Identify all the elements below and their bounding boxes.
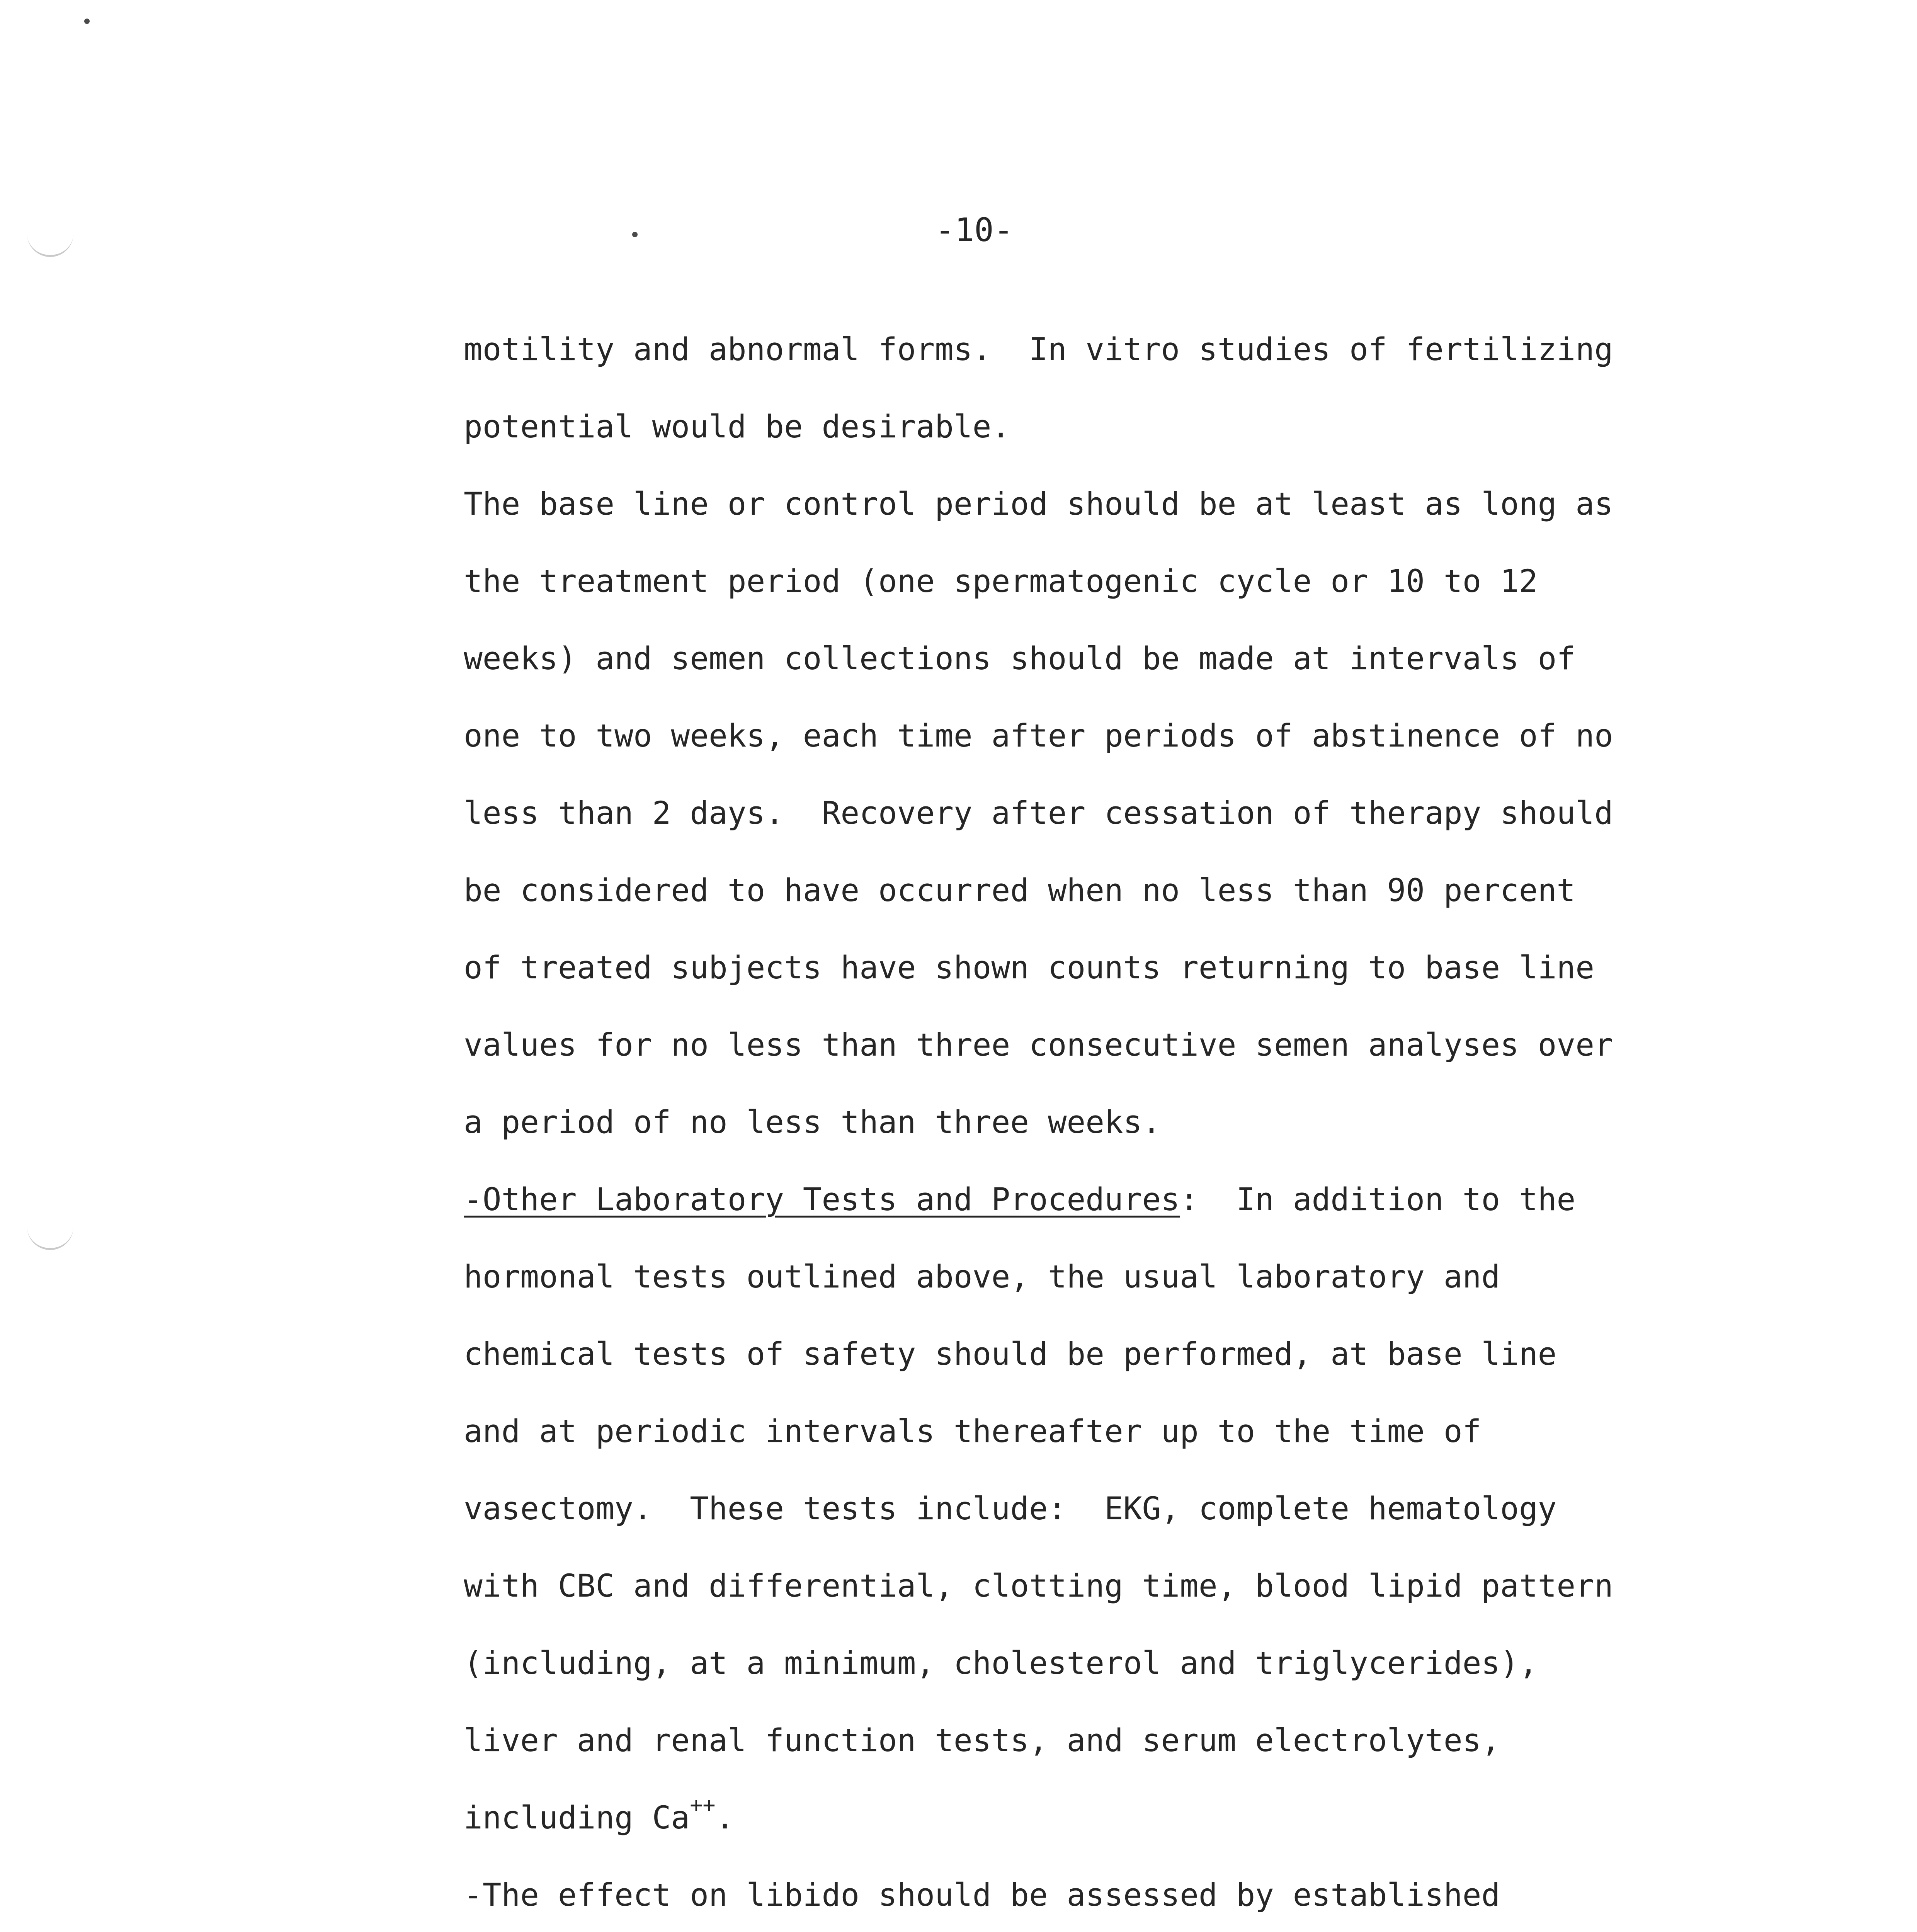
- text-line: vasectomy. These tests include: EKG, complete hematology: [464, 1491, 1557, 1527]
- scan-speck: [84, 19, 90, 24]
- text-line: and at periodic intervals thereafter up to the time of: [464, 1413, 1482, 1450]
- text-line: of treated subjects have shown counts returning to base line: [464, 950, 1594, 986]
- text-line: The base line or control period should be at least as long as: [464, 486, 1613, 522]
- punch-hole-mark: [27, 228, 73, 257]
- page-number: -10-: [935, 211, 1014, 249]
- text-line: the treatment period (one spermatogenic cycle or 10 to 12: [464, 563, 1538, 600]
- period: .: [715, 1800, 735, 1836]
- text-line: liver and renal function tests, and serum electrolytes,: [464, 1723, 1500, 1759]
- text-line: a period of no less than three weeks.: [464, 1104, 1161, 1141]
- text-line: less than 2 days. Recovery after cessation of therapy should: [464, 795, 1613, 832]
- text-line: motility and abnormal forms. In vitro studies of fertilizing: [464, 332, 1613, 368]
- punch-hole-mark: [27, 1221, 73, 1250]
- text-line: values for no less than three consecutive semen analyses over: [464, 1027, 1613, 1063]
- text-line: (including, at a minimum, cholesterol and triglycerides),: [464, 1645, 1538, 1682]
- subheading-continuation: : In addition to the: [1180, 1182, 1576, 1218]
- calcium-charge-superscript: ++: [690, 1793, 716, 1817]
- text-line: potential would be desirable.: [464, 409, 1010, 445]
- subheading-other-lab-tests: -Other Laboratory Tests and Procedures: [464, 1182, 1180, 1218]
- scan-speck: [632, 232, 638, 237]
- text-line: with CBC and differential, clotting time, blood lipid pattern: [464, 1568, 1613, 1604]
- calcium-text: including Ca: [464, 1800, 690, 1836]
- text-line: [464, 1793, 735, 1837]
- text-line: be considered to have occurred when no less than 90 percent: [464, 872, 1576, 909]
- text-line: -The effect on libido should be assessed by established: [464, 1877, 1500, 1913]
- text-line: hormonal tests outlined above, the usual laboratory and: [464, 1259, 1500, 1295]
- text-line: one to two weeks, each time after periods of abstinence of no: [464, 718, 1613, 754]
- text-line: chemical tests of safety should be performed, at base line: [464, 1336, 1557, 1372]
- text-line-subheading: [464, 1180, 1575, 1219]
- text-line: weeks) and semen collections should be made at intervals of: [464, 641, 1576, 677]
